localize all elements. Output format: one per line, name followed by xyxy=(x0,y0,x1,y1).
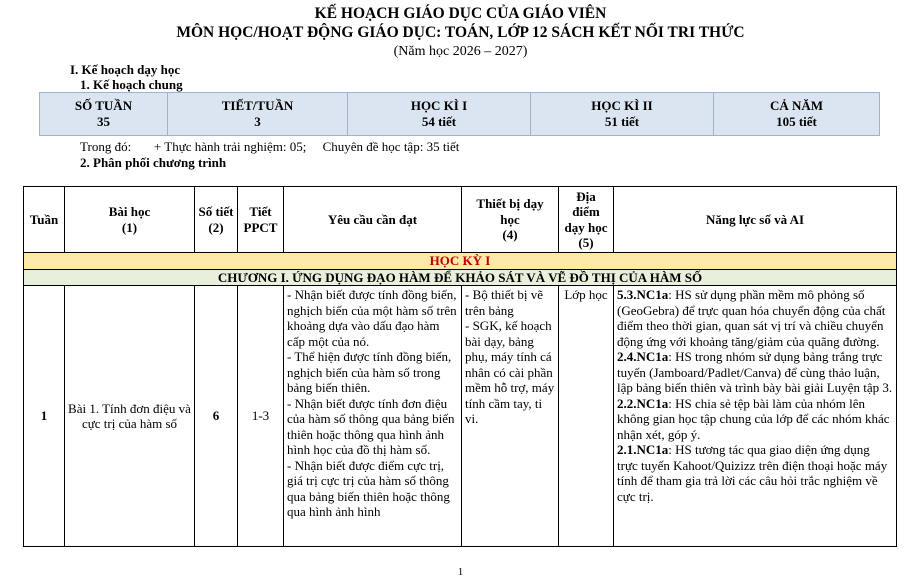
general-label: CẢ NĂM xyxy=(769,98,824,113)
col-header-period-ppct: Tiết PPCT xyxy=(238,187,284,253)
subsection-heading-general-plan: 1. Kế hoạch chung xyxy=(80,77,183,92)
col-header-week: Tuần xyxy=(24,187,65,253)
general-plan-note: Trong đó: + Thực hành trải nghiệm: 05; Chuyên đề học tập: 35 tiết xyxy=(80,139,460,154)
section-heading-teaching-plan: I. Kế hoạch dạy học xyxy=(70,62,181,77)
requirement-item: - Nhận biết được tính đồng biến, nghịch biến của một hàm số trên khoảng dựa vào dấu đạo hàm cấp một của nó. xyxy=(287,287,457,349)
chapter-row xyxy=(24,269,897,286)
competence-item xyxy=(617,442,893,504)
equipment-item: - SGK, kế hoạch bài dạy, bảng phụ, máy tính cá nhân có cài phần mềm hỗ trợ, máy tính cầm tay, ti vi. xyxy=(465,318,555,426)
col-header-number-of-periods: Số tiết (2) xyxy=(195,187,238,253)
general-label: HỌC KÌ I xyxy=(410,98,468,113)
cell-lesson: Bài 1. Tính đơn điệu và cực trị của hàm số xyxy=(65,286,195,547)
general-value: 105 tiết xyxy=(776,114,817,129)
general-plan-table xyxy=(39,92,880,136)
cell-requirements xyxy=(284,286,462,547)
semester-row xyxy=(24,253,897,270)
subsection-heading-program-distribution: 2. Phân phối chương trình xyxy=(80,155,227,170)
general-cell-periods-per-week xyxy=(168,93,348,136)
table-row xyxy=(24,286,897,547)
general-label: SỐ TUẦN xyxy=(74,98,133,113)
document-header xyxy=(0,4,921,61)
general-label: TIẾT/TUẦN xyxy=(221,98,294,113)
cell-week: 1 xyxy=(24,286,65,547)
competence-code: 2.1.NC1a xyxy=(617,442,669,457)
general-cell-weeks xyxy=(40,93,168,136)
competence-code: 5.3.NC1a xyxy=(617,287,669,302)
competence-text: : HS tương tác qua giao diện ứng dụng trực tuyến Kahoot/Quizizz trên điện thoại hoặc máy tính để tham gia trả lời các câu hỏi trắc nghiệm về cực trị. xyxy=(617,442,888,504)
competence-item xyxy=(617,396,893,443)
general-cell-semester-1 xyxy=(348,93,531,136)
competence-text: : HS trong nhóm sử dụng bảng trắng trực tuyến (Jamboard/Padlet/Canva) để cùng thảo luận, lập bảng biến thiên và trình bày bài giải Luyện tập 3. xyxy=(617,349,893,395)
general-cell-full-year xyxy=(714,93,880,136)
general-label: HỌC KÌ II xyxy=(591,98,653,113)
general-value: 35 xyxy=(97,114,110,129)
competence-code: 2.2.NC1a xyxy=(617,395,669,411)
general-value: 54 tiết xyxy=(421,114,457,129)
program-distribution-table xyxy=(23,186,897,547)
col-header-location: Địa điểm dạy học (5) xyxy=(559,187,614,253)
requirement-item: - Nhận biết được tính đơn điệu của hàm số thông qua bảng biến thiên hoặc thông qua hình ảnh hình học của đồ thị hàm số. xyxy=(287,395,455,457)
competence-text: : HS chia sẻ tệp bài làm của nhóm lên không gian học tập chung của lớp để các nhóm khác nhận xét, góp ý. xyxy=(617,395,890,442)
cell-equipment xyxy=(462,286,559,547)
competence-item xyxy=(617,349,893,396)
general-value: 51 tiết xyxy=(604,114,640,129)
cell-period-ppct: 1-3 xyxy=(238,286,284,547)
competence-item xyxy=(617,287,893,349)
semester-label: HỌC KỲ I xyxy=(24,253,897,270)
cell-number-of-periods: 6 xyxy=(195,286,238,547)
col-header-digital-competence: Năng lực số và AI xyxy=(614,187,897,253)
competence-code: 2.4.NC1a xyxy=(617,349,669,364)
document-title: KẾ HOẠCH GIÁO DỤC CỦA GIÁO VIÊN xyxy=(314,5,607,22)
general-cell-semester-2 xyxy=(531,93,714,136)
document-subtitle: MÔN HỌC/HOẠT ĐỘNG GIÁO DỤC: TOÁN, LỚP 12 SÁCH KẾT NỐI TRI THỨC xyxy=(176,24,745,41)
table-header-row xyxy=(24,187,897,253)
cell-location: Lớp học xyxy=(559,286,614,547)
page-number: 1 xyxy=(457,566,464,578)
col-header-lesson: Bài học (1) xyxy=(65,187,195,253)
col-header-requirements: Yêu cầu cần đạt xyxy=(284,187,462,253)
requirement-item: - Thể hiện được tính đồng biến, nghịch biến của hàm số trong bảng biến thiên. xyxy=(287,349,452,395)
chapter-title: CHƯƠNG I. ỨNG DỤNG ĐẠO HÀM ĐỂ KHẢO SÁT VÀ VẼ ĐỒ THỊ CỦA HÀM SỐ xyxy=(24,269,897,286)
requirement-item: - Nhận biết được điểm cực trị, giá trị cực trị của hàm số thông qua bảng biến thiên hoặc thông qua hình ảnh hình xyxy=(287,457,450,519)
competence-text: : HS sử dụng phần mềm mô phỏng số (GeoGebra) để trực quan hóa chuyển động của chất điểm theo thời gian, quan sát vị trí và chiều chuyển động ứng với khoảng tăng/giảm của quãng đường. xyxy=(617,287,886,349)
school-year: (Năm học 2026 – 2027) xyxy=(393,44,528,59)
general-value: 3 xyxy=(254,114,261,129)
col-header-equipment: Thiết bị dạy học (4) xyxy=(462,187,559,253)
cell-digital-competence xyxy=(614,286,897,547)
equipment-item: - Bộ thiết bị vẽ trên bảng xyxy=(465,287,543,318)
